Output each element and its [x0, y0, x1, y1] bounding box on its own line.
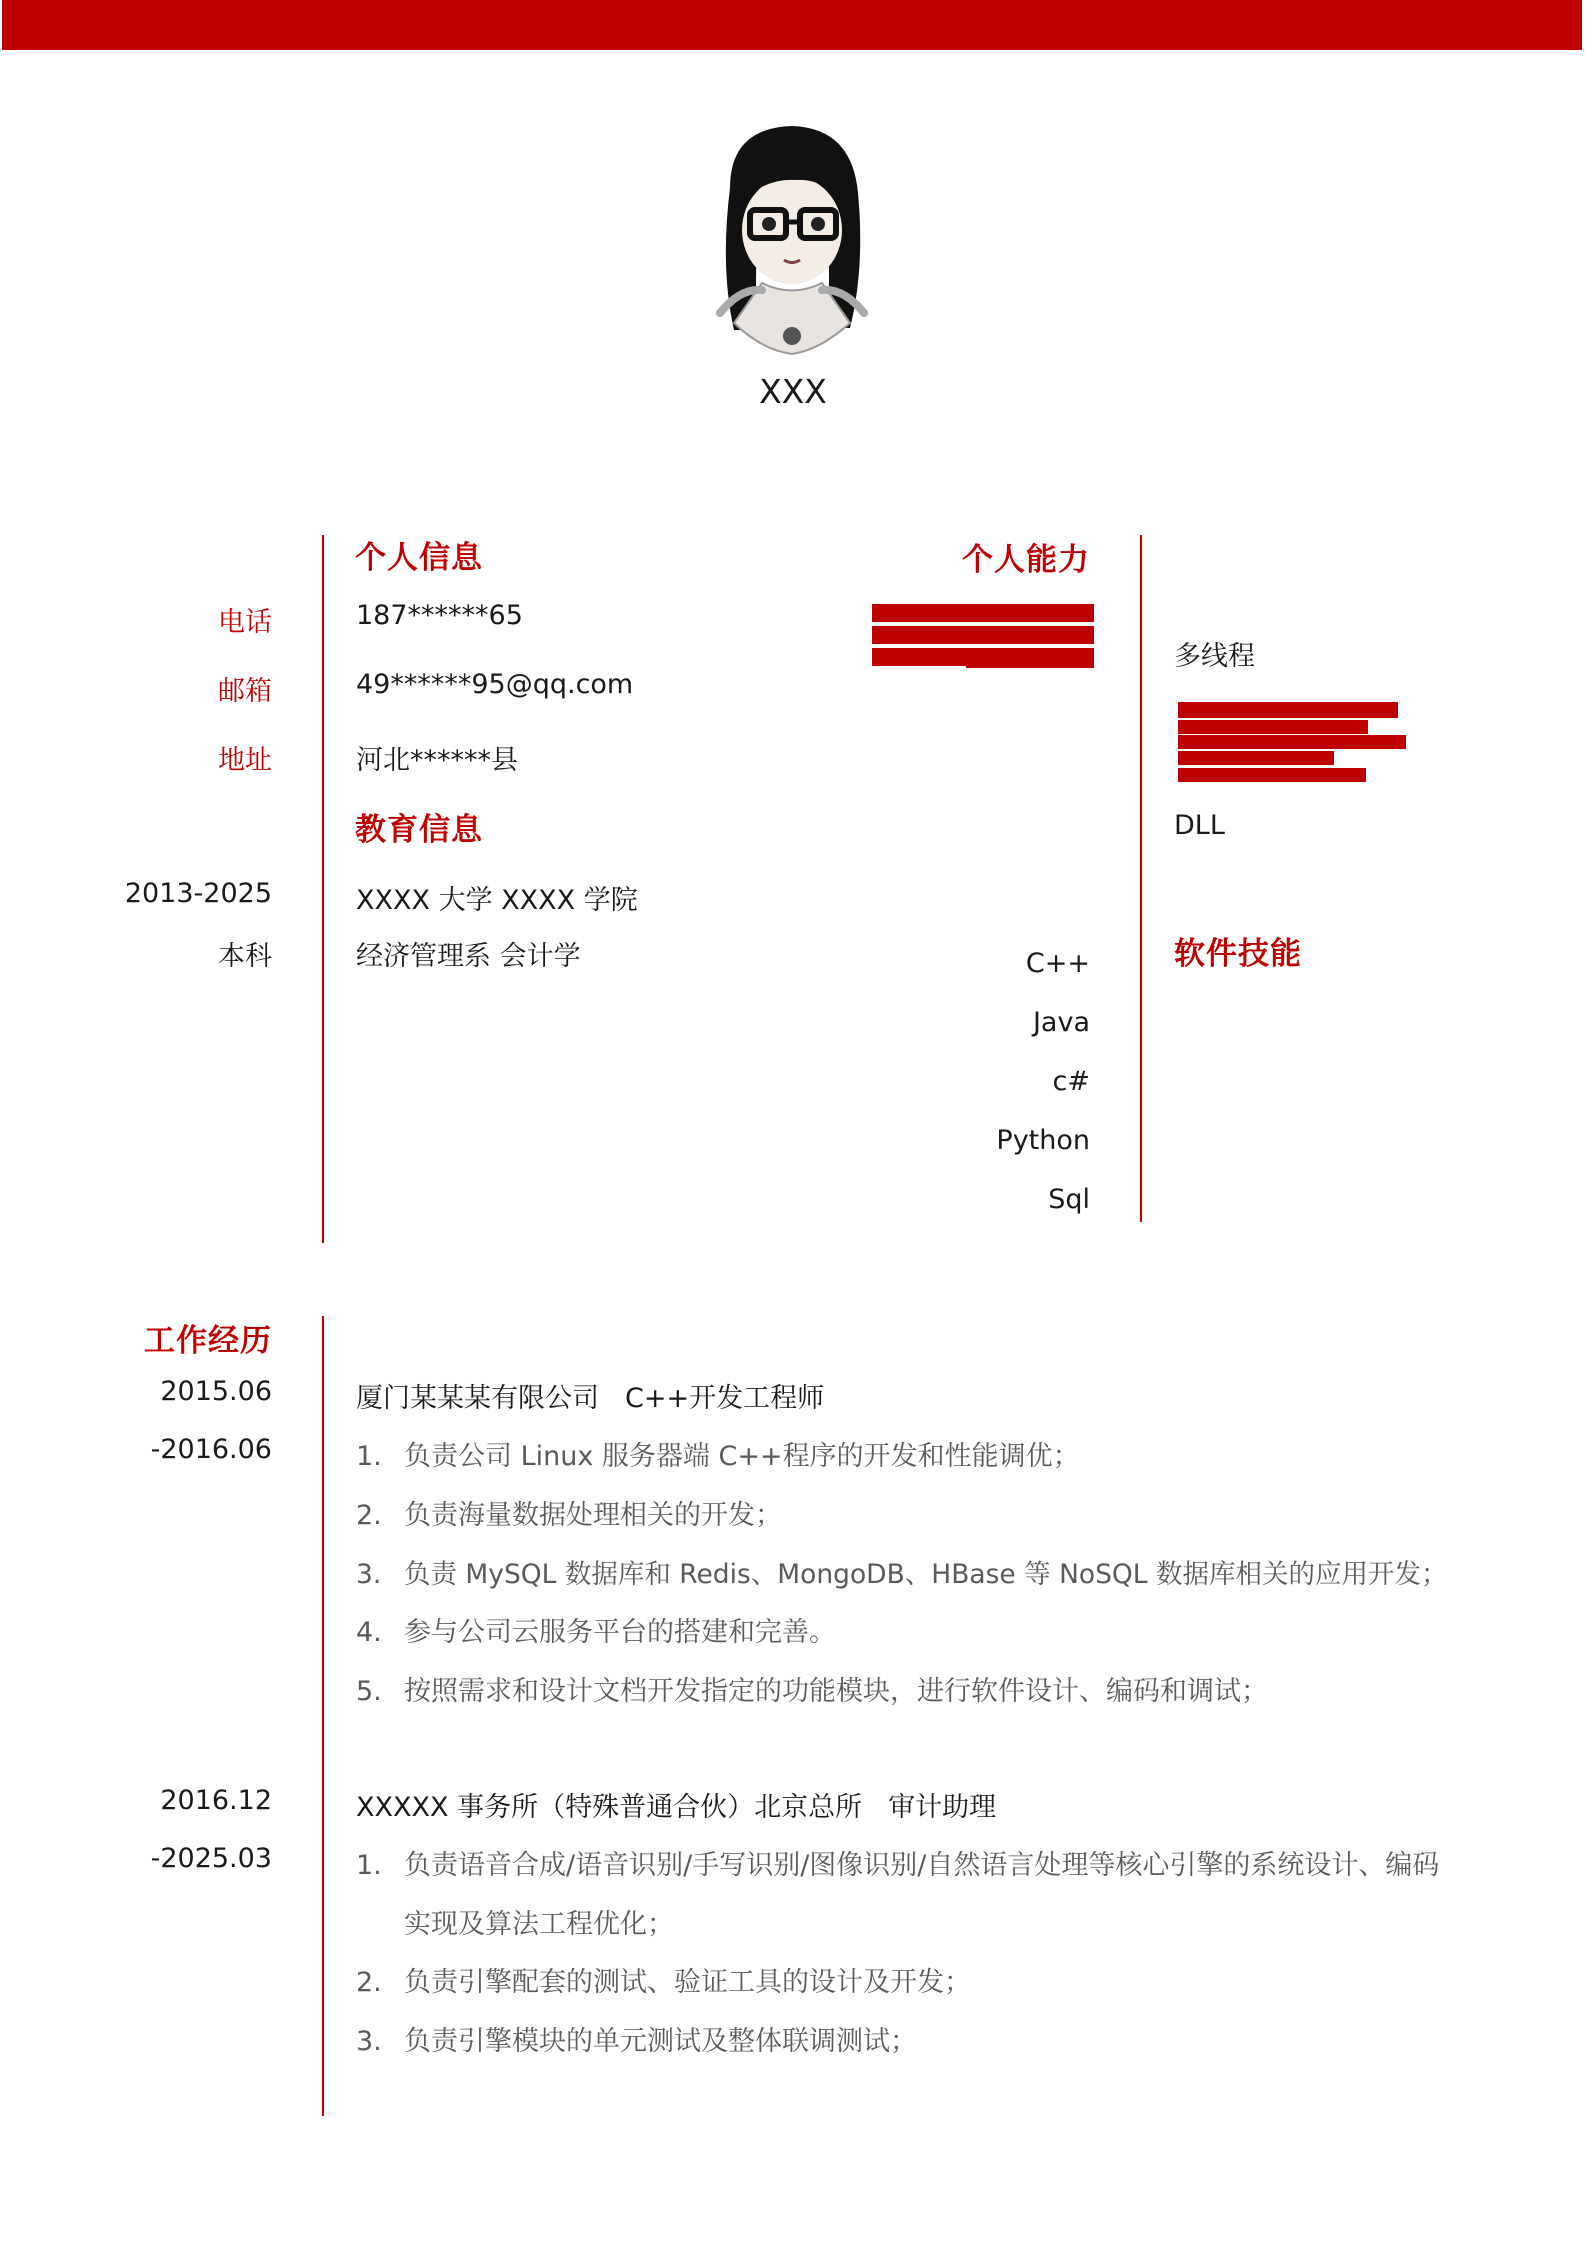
job-company — [356, 1785, 996, 1824]
redaction-bar — [1178, 702, 1398, 718]
redaction-bar — [1178, 720, 1368, 734]
divider-work-left — [322, 1316, 324, 2116]
job-role: 审计助理 — [888, 1792, 997, 1823]
section-title-software-skills: 软件技能 — [1174, 936, 1302, 972]
duty-text: 负责语音合成/语音识别/手写识别/图像识别/自然语言处理等核心引擎的系统设计、编码 — [404, 1850, 1440, 1881]
divider-abilities-right — [1140, 535, 1142, 1222]
job-role: C++开发工程师 — [625, 1383, 825, 1414]
duty-item — [356, 1493, 782, 1532]
duty-item — [356, 1669, 1268, 1708]
duty-number: 5. — [356, 1676, 382, 1707]
value-address: 河北******县 — [356, 745, 518, 776]
label-phone: 电话 — [218, 607, 272, 638]
duty-text: 按照需求和设计文档开发指定的功能模块，进行软件设计、编码和调试； — [404, 1676, 1268, 1707]
divider-personal-left — [322, 535, 324, 1243]
duty-number: 2. — [356, 1500, 382, 1531]
redaction-bar — [966, 650, 1094, 668]
redaction-bar — [1178, 768, 1366, 782]
duty-item — [356, 1843, 1439, 1882]
job-company — [356, 1376, 824, 1415]
avatar — [700, 118, 880, 363]
redaction-bar — [872, 604, 1094, 622]
job-start-date: 2016.12 — [160, 1785, 272, 1816]
duty-item — [356, 1552, 1447, 1591]
job-start-date: 2015.06 — [160, 1376, 272, 1407]
education-degree: 本科 — [218, 941, 272, 972]
job-end-date: -2016.06 — [150, 1434, 272, 1465]
section-title-abilities: 个人能力 — [962, 542, 1090, 578]
redaction-bar — [1178, 735, 1406, 749]
duty-number: 1. — [356, 1441, 382, 1472]
duty-item-continuation: 实现及算法工程优化； — [404, 1909, 674, 1940]
label-address: 地址 — [218, 745, 272, 776]
skill-item: Sql — [1048, 1184, 1090, 1215]
duty-number: 4. — [356, 1617, 382, 1648]
section-title-education: 教育信息 — [355, 812, 483, 848]
education-school: XXXX 大学 XXXX 学院 — [356, 885, 638, 916]
duty-number: 2. — [356, 1967, 382, 1998]
duty-text: 负责 MySQL 数据库和 Redis、MongoDB、HBase 等 NoSQL 数据库相关的应用开发； — [404, 1559, 1448, 1590]
cartoon-girl-with-glasses-icon — [700, 118, 880, 363]
duty-item — [356, 1610, 836, 1649]
education-major: 经济管理系 会计学 — [356, 941, 581, 972]
duty-item — [356, 2019, 917, 2058]
duty-number: 3. — [356, 2026, 382, 2057]
top-accent-bar — [2, 0, 1582, 50]
duty-text: 负责引擎配套的测试、验证工具的设计及开发； — [404, 1967, 971, 1998]
education-period: 2013-2025 — [124, 878, 272, 909]
duty-item — [356, 1960, 971, 1999]
section-title-personal-info: 个人信息 — [355, 540, 483, 576]
duty-item — [356, 1434, 1080, 1473]
job-end-date: -2025.03 — [150, 1843, 272, 1874]
skill-item: C++ — [1025, 948, 1090, 979]
redaction-bar — [872, 626, 1094, 644]
duty-text: 参与公司云服务平台的搭建和完善。 — [404, 1617, 836, 1648]
value-phone: 187******65 — [356, 600, 523, 631]
ability-item: DLL — [1174, 810, 1225, 841]
job-company-name: XXXXX 事务所（特殊普通合伙）北京总所 — [356, 1792, 863, 1823]
section-title-work: 工作经历 — [144, 1323, 272, 1359]
label-email: 邮箱 — [218, 676, 272, 707]
value-email: 49******95@qq.com — [356, 669, 634, 700]
duty-number: 1. — [356, 1850, 382, 1881]
ability-item: 多线程 — [1174, 641, 1255, 672]
skill-item: c# — [1052, 1066, 1090, 1097]
duty-text: 负责海量数据处理相关的开发； — [404, 1500, 782, 1531]
job-company-name: 厦门某某某有限公司 — [356, 1383, 599, 1414]
duty-text: 负责公司 Linux 服务器端 C++程序的开发和性能调优； — [404, 1441, 1080, 1472]
skill-item: Java — [1032, 1007, 1090, 1038]
duty-number: 3. — [356, 1559, 382, 1590]
redaction-bar — [1178, 751, 1334, 765]
duty-text: 负责引擎模块的单元测试及整体联调测试； — [404, 2026, 917, 2057]
skill-item: Python — [996, 1125, 1090, 1156]
candidate-name: XXX — [759, 372, 827, 411]
